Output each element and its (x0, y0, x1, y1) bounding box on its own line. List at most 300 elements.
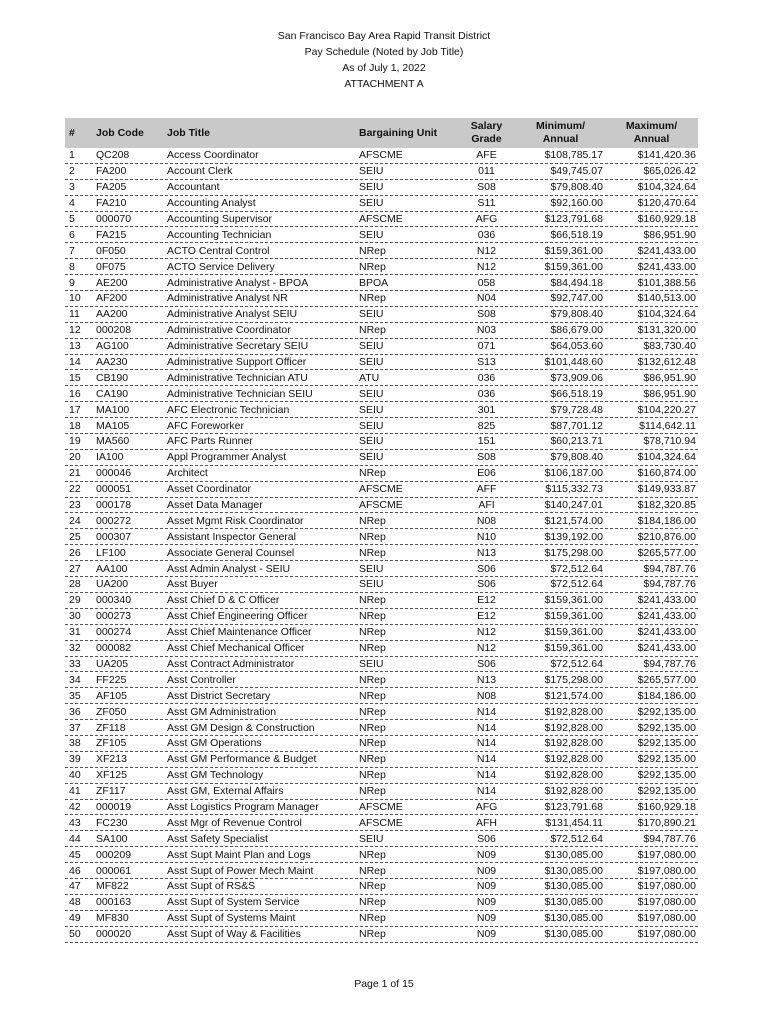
table-row (65, 259, 698, 275)
table-row (65, 784, 698, 800)
minimum-annual-cell: $192,828.00 (544, 737, 603, 750)
col-header-minimum-annual (516, 120, 605, 146)
row-number-cell: 50 (69, 928, 81, 941)
table-row (65, 148, 698, 164)
bargaining-unit-cell: SEIU (359, 181, 384, 194)
bargaining-unit-cell: SEIU (359, 228, 384, 241)
maximum-annual-cell: $184,186.00 (637, 689, 696, 702)
job-title-cell: AFC Electronic Technician (167, 403, 290, 416)
bargaining-unit-cell: ATU (359, 371, 380, 384)
salary-grade-cell: N12 (476, 642, 497, 655)
maximum-annual-cell: $241,433.00 (637, 594, 696, 607)
bargaining-unit-cell: SEIU (359, 356, 384, 369)
table-row (65, 895, 698, 911)
salary-grade-cell: 036 (477, 387, 496, 400)
row-number-cell: 16 (69, 387, 81, 400)
row-number-cell: 32 (69, 642, 81, 655)
col-header-job-code: Job Code (96, 127, 144, 139)
salary-grade-cell: S08 (477, 451, 496, 464)
bargaining-unit-cell: AFSCME (359, 213, 403, 225)
row-number-cell: 25 (69, 530, 81, 543)
minimum-annual-cell: $192,828.00 (544, 785, 603, 798)
maximum-annual-cell: $170,890.21 (637, 816, 696, 829)
minimum-annual-cell: $140,247.01 (544, 499, 603, 512)
bargaining-unit-cell: SEIU (359, 419, 384, 432)
row-number-cell: 4 (69, 197, 75, 210)
document-header (0, 28, 768, 92)
maximum-annual-cell: $149,933.87 (637, 483, 696, 496)
job-code-cell: LF100 (96, 546, 126, 559)
job-title-cell: Asst GM Operations (167, 737, 262, 750)
job-title-cell: Asst Chief Engineering Officer (167, 610, 308, 623)
minimum-annual-cell: $159,361.00 (544, 594, 603, 607)
table-row (65, 625, 698, 641)
bargaining-unit-cell: NRep (359, 260, 386, 273)
job-title-cell: Accountant (167, 181, 220, 194)
maximum-annual-cell: $160,874.00 (637, 467, 696, 480)
job-code-cell: 000208 (96, 324, 132, 337)
page-number: Page 1 of 15 (354, 978, 414, 990)
maximum-annual-cell: $241,433.00 (637, 610, 696, 623)
minimum-annual-cell: $130,085.00 (544, 848, 603, 861)
bargaining-unit-cell: NRep (359, 689, 386, 702)
row-number-cell: 39 (69, 753, 81, 766)
minimum-annual-cell: $108,785.17 (544, 149, 603, 162)
table-row (65, 704, 698, 720)
maximum-annual-cell: $120,470.64 (637, 197, 696, 210)
minimum-annual-cell: $87,701.12 (550, 419, 603, 432)
col-header-maximum-line2: Annual (633, 133, 670, 145)
row-number-cell: 49 (69, 912, 81, 925)
maximum-annual-cell: $132,612.48 (637, 356, 696, 369)
maximum-annual-cell: $141,420.36 (637, 149, 696, 162)
minimum-annual-cell: $66,518.19 (550, 228, 603, 241)
minimum-annual-cell: $72,512.64 (550, 562, 603, 575)
salary-grade-cell: 036 (477, 371, 496, 384)
org-name: San Francisco Bay Area Rapid Transit District (277, 30, 491, 42)
job-code-cell: CB190 (96, 371, 129, 384)
job-code-cell: AA230 (96, 356, 128, 369)
row-number-cell: 1 (69, 149, 75, 162)
job-code-cell: AA200 (96, 308, 128, 321)
maximum-annual-cell: $86,951.90 (643, 387, 696, 400)
col-header-salary-grade-line2: Grade (471, 133, 502, 145)
job-title-cell: Asst Chief D & C Officer (167, 594, 280, 607)
row-number-cell: 15 (69, 371, 81, 384)
salary-grade-cell: 151 (477, 435, 496, 448)
job-code-cell: AE200 (96, 276, 128, 289)
salary-grade-cell: S06 (477, 657, 496, 670)
table-row (65, 529, 698, 545)
minimum-annual-cell: $92,747.00 (550, 292, 603, 305)
salary-grade-cell: N12 (476, 626, 497, 639)
job-title-cell: Asst Chief Mechanical Officer (167, 642, 305, 655)
schedule-title: Pay Schedule (Noted by Job Title) (304, 46, 464, 58)
maximum-annual-cell: $114,642.11 (639, 419, 696, 432)
job-title-cell: Asst Supt of Way & Facilities (167, 928, 301, 941)
maximum-annual-cell: $241,433.00 (637, 642, 696, 655)
bargaining-unit-cell: NRep (359, 896, 386, 909)
effective-date: As of July 1, 2022 (342, 62, 426, 74)
bargaining-unit-cell: BPOA (359, 276, 389, 289)
job-code-cell: 0F075 (96, 260, 126, 273)
minimum-annual-cell: $121,574.00 (544, 689, 603, 702)
job-title-cell: Asst Controller (167, 673, 236, 686)
col-header-salary-grade (457, 120, 516, 146)
minimum-annual-cell: $72,512.64 (550, 832, 603, 845)
bargaining-unit-cell: AFSCME (359, 483, 403, 496)
job-title-cell: Asset Coordinator (167, 483, 252, 496)
bargaining-unit-cell: SEIU (359, 403, 384, 416)
minimum-annual-cell: $175,298.00 (544, 673, 603, 686)
minimum-annual-cell: $175,298.00 (544, 546, 603, 559)
job-code-cell: FA200 (96, 165, 127, 178)
job-title-cell: Administrative Technician SEIU (167, 387, 313, 400)
bargaining-unit-cell: AFSCME (359, 816, 403, 829)
bargaining-unit-cell: SEIU (359, 340, 384, 353)
job-code-cell: AA100 (96, 562, 128, 575)
table-row (65, 434, 698, 450)
table-row (65, 418, 698, 434)
row-number-cell: 31 (69, 626, 81, 639)
row-number-cell: 19 (69, 435, 81, 448)
row-number-cell: 14 (69, 356, 81, 369)
salary-grade-cell: S06 (477, 562, 496, 575)
table-row (65, 927, 698, 943)
job-title-cell: Asst GM Performance & Budget (167, 753, 317, 766)
job-code-cell: FA205 (96, 181, 127, 194)
minimum-annual-cell: $131,454.11 (545, 816, 603, 829)
bargaining-unit-cell: NRep (359, 912, 386, 925)
salary-grade-cell: N08 (476, 514, 497, 527)
row-number-cell: 8 (69, 260, 75, 273)
bargaining-unit-cell: NRep (359, 705, 386, 718)
job-title-cell: Asst Supt of System Service (167, 896, 300, 909)
bargaining-unit-cell: NRep (359, 244, 386, 257)
row-number-cell: 42 (69, 800, 81, 813)
bargaining-unit-cell: NRep (359, 880, 386, 893)
job-code-cell: 000273 (96, 610, 132, 623)
minimum-annual-cell: $123,791.68 (544, 213, 603, 225)
minimum-annual-cell: $49,745.07 (550, 165, 603, 178)
table-row (65, 863, 698, 879)
salary-grade-cell: N09 (476, 880, 497, 893)
table-row (65, 227, 698, 243)
bargaining-unit-cell: NRep (359, 530, 386, 543)
job-title-cell: Access Coordinator (167, 149, 259, 162)
bargaining-unit-cell: NRep (359, 546, 386, 559)
salary-grade-cell: 058 (477, 276, 496, 289)
job-title-cell: Administrative Analyst - BPOA (167, 276, 309, 289)
job-code-cell: MA560 (96, 435, 130, 448)
salary-grade-cell: E12 (477, 594, 496, 607)
maximum-annual-cell: $184,186.00 (637, 514, 696, 527)
bargaining-unit-cell: NRep (359, 626, 386, 639)
row-number-cell: 44 (69, 832, 81, 845)
minimum-annual-cell: $130,085.00 (544, 912, 603, 925)
table-row (65, 641, 698, 657)
bargaining-unit-cell: AFSCME (359, 149, 403, 162)
salary-grade-cell: AFG (475, 213, 498, 225)
salary-grade-cell: 301 (477, 403, 496, 416)
maximum-annual-cell: $140,513.00 (637, 292, 696, 305)
maximum-annual-cell: $94,787.76 (643, 832, 696, 845)
job-code-cell: XF213 (96, 753, 127, 766)
job-title-cell: Asst District Secretary (167, 689, 271, 702)
job-code-cell: AF200 (96, 292, 127, 305)
maximum-annual-cell: $292,135.00 (637, 737, 696, 750)
job-title-cell: Asst Supt of Power Mech Maint (167, 864, 314, 877)
row-number-cell: 9 (69, 276, 75, 289)
maximum-annual-cell: $292,135.00 (637, 753, 696, 766)
maximum-annual-cell: $292,135.00 (637, 785, 696, 798)
salary-grade-cell: N14 (476, 705, 497, 718)
salary-grade-cell: N03 (476, 324, 497, 337)
minimum-annual-cell: $192,828.00 (544, 705, 603, 718)
table-row (65, 847, 698, 863)
maximum-annual-cell: $197,080.00 (637, 896, 696, 909)
job-code-cell: ZF117 (96, 785, 126, 798)
row-number-cell: 48 (69, 896, 81, 909)
row-number-cell: 26 (69, 546, 81, 559)
minimum-annual-cell: $86,679.00 (550, 324, 603, 337)
table-row (65, 688, 698, 704)
job-title-cell: Asset Data Manager (167, 499, 263, 512)
job-title-cell: Associate General Counsel (167, 546, 295, 559)
table-row (65, 657, 698, 673)
salary-grade-cell: S06 (477, 832, 496, 845)
maximum-annual-cell: $86,951.90 (643, 371, 696, 384)
maximum-annual-cell: $94,787.76 (643, 657, 696, 670)
salary-grade-cell: N12 (476, 244, 497, 257)
salary-grade-cell: N09 (476, 896, 497, 909)
table-row (65, 720, 698, 736)
bargaining-unit-cell: SEIU (359, 657, 384, 670)
job-code-cell: 000061 (96, 864, 132, 877)
job-code-cell: FF225 (96, 673, 127, 686)
bargaining-unit-cell: NRep (359, 610, 386, 623)
maximum-annual-cell: $104,324.64 (637, 308, 696, 321)
row-number-cell: 35 (69, 689, 81, 702)
maximum-annual-cell: $241,433.00 (637, 244, 696, 257)
job-code-cell: UA205 (96, 657, 129, 670)
maximum-annual-cell: $94,787.76 (643, 562, 696, 575)
bargaining-unit-cell: NRep (359, 467, 386, 480)
job-code-cell: QC208 (96, 149, 130, 162)
col-header-job-title: Job Title (167, 127, 210, 139)
salary-grade-cell: 071 (477, 340, 496, 353)
bargaining-unit-cell: SEIU (359, 832, 384, 845)
table-row (65, 768, 698, 784)
row-number-cell: 37 (69, 721, 81, 734)
job-title-cell: Asst Mgr of Revenue Control (167, 816, 302, 829)
job-code-cell: XF125 (96, 769, 127, 782)
job-title-cell: Accounting Technician (167, 228, 272, 241)
salary-grade-cell: 036 (477, 228, 496, 241)
table-header-row (65, 118, 698, 148)
row-number-cell: 17 (69, 403, 81, 416)
job-title-cell: Administrative Secretary SEIU (167, 340, 309, 353)
job-title-cell: Asst Admin Analyst - SEIU (167, 562, 291, 575)
job-title-cell: Appl Programmer Analyst (167, 451, 287, 464)
job-title-cell: Asst GM Administration (167, 705, 277, 718)
bargaining-unit-cell: NRep (359, 864, 386, 877)
job-title-cell: Asst GM Design & Construction (167, 721, 315, 734)
job-title-cell: Asst Buyer (167, 578, 218, 591)
job-code-cell: 000051 (96, 483, 132, 496)
minimum-annual-cell: $72,512.64 (550, 657, 603, 670)
job-code-cell: 000163 (96, 896, 132, 909)
salary-grade-cell: N14 (476, 721, 497, 734)
job-title-cell: Asst GM Technology (167, 769, 264, 782)
job-code-cell: 000082 (96, 642, 132, 655)
maximum-annual-cell: $241,433.00 (637, 260, 696, 273)
job-code-cell: FA215 (96, 228, 127, 241)
table-row (65, 196, 698, 212)
job-title-cell: Account Clerk (167, 165, 233, 178)
job-title-cell: Accounting Analyst (167, 197, 256, 210)
table-row (65, 815, 698, 831)
table-row (65, 672, 698, 688)
bargaining-unit-cell: NRep (359, 673, 386, 686)
salary-grade-cell: N14 (476, 785, 497, 798)
row-number-cell: 21 (69, 467, 81, 480)
bargaining-unit-cell: NRep (359, 514, 386, 527)
row-number-cell: 34 (69, 673, 81, 686)
job-code-cell: ZF105 (96, 737, 127, 750)
job-code-cell: MF830 (96, 912, 129, 925)
col-header-maximum-line1: Maximum/ (625, 120, 678, 132)
maximum-annual-cell: $197,080.00 (637, 912, 696, 925)
bargaining-unit-cell: NRep (359, 785, 386, 798)
salary-grade-cell: E06 (477, 467, 496, 480)
pay-schedule-table (65, 118, 698, 943)
col-header-salary-grade-line1: Salary (470, 120, 503, 132)
table-row (65, 402, 698, 418)
job-code-cell: 000209 (96, 848, 132, 861)
maximum-annual-cell: $104,220.27 (637, 403, 696, 416)
salary-grade-cell: AFG (475, 800, 498, 813)
bargaining-unit-cell: NRep (359, 848, 386, 861)
col-header-num: # (69, 127, 75, 139)
job-code-cell: ZF118 (96, 721, 126, 734)
row-number-cell: 38 (69, 737, 81, 750)
minimum-annual-cell: $159,361.00 (544, 610, 603, 623)
row-number-cell: 3 (69, 181, 75, 194)
maximum-annual-cell: $65,026.42 (643, 165, 696, 178)
row-number-cell: 23 (69, 499, 81, 512)
bargaining-unit-cell: SEIU (359, 578, 384, 591)
job-title-cell: Architect (167, 467, 208, 480)
maximum-annual-cell: $197,080.00 (637, 848, 696, 861)
job-code-cell: FC230 (96, 816, 128, 829)
row-number-cell: 2 (69, 165, 75, 178)
salary-grade-cell: S08 (477, 308, 496, 321)
minimum-annual-cell: $64,053.60 (550, 340, 603, 353)
minimum-annual-cell: $73,909.06 (550, 371, 603, 384)
salary-grade-cell: N14 (476, 769, 497, 782)
job-code-cell: MA105 (96, 419, 130, 432)
job-title-cell: Asst Supt Maint Plan and Logs (167, 848, 311, 861)
minimum-annual-cell: $130,085.00 (544, 896, 603, 909)
job-title-cell: AFC Foreworker (167, 419, 245, 432)
table-row (65, 513, 698, 529)
bargaining-unit-cell: SEIU (359, 165, 384, 178)
row-number-cell: 24 (69, 514, 81, 527)
bargaining-unit-cell: AFSCME (359, 499, 403, 512)
table-row (65, 180, 698, 196)
job-code-cell: MF822 (96, 880, 129, 893)
salary-grade-cell: N04 (476, 292, 497, 305)
table-row (65, 339, 698, 355)
maximum-annual-cell: $265,577.00 (637, 673, 696, 686)
salary-grade-cell: E12 (477, 610, 496, 623)
bargaining-unit-cell: NRep (359, 721, 386, 734)
maximum-annual-cell: $241,433.00 (637, 626, 696, 639)
job-code-cell: CA190 (96, 387, 129, 400)
maximum-annual-cell: $182,320.85 (637, 499, 696, 512)
maximum-annual-cell: $101,388.56 (637, 276, 696, 289)
job-code-cell: 000307 (96, 530, 132, 543)
maximum-annual-cell: $292,135.00 (637, 769, 696, 782)
row-number-cell: 18 (69, 419, 81, 432)
bargaining-unit-cell: NRep (359, 769, 386, 782)
salary-grade-cell: N14 (476, 737, 497, 750)
row-number-cell: 45 (69, 848, 81, 861)
bargaining-unit-cell: SEIU (359, 562, 384, 575)
bargaining-unit-cell: SEIU (359, 387, 384, 400)
maximum-annual-cell: $292,135.00 (637, 705, 696, 718)
salary-grade-cell: N10 (476, 530, 497, 543)
row-number-cell: 29 (69, 594, 81, 607)
table-body (65, 148, 698, 943)
job-title-cell: Asst Safety Specialist (167, 832, 268, 845)
job-title-cell: Accounting Supervisor (167, 213, 273, 225)
table-row (65, 831, 698, 847)
table-row (65, 545, 698, 561)
job-title-cell: Asst Contract Administrator (167, 657, 295, 670)
table-row (65, 291, 698, 307)
job-code-cell: AF105 (96, 689, 127, 702)
table-row (65, 212, 698, 228)
job-code-cell: 0F050 (96, 244, 126, 257)
salary-grade-cell: 011 (478, 165, 495, 178)
maximum-annual-cell: $197,080.00 (637, 880, 696, 893)
job-title-cell: Administrative Technician ATU (167, 371, 308, 384)
minimum-annual-cell: $92,160.00 (550, 197, 603, 210)
salary-grade-cell: S06 (477, 578, 496, 591)
minimum-annual-cell: $123,791.68 (544, 800, 603, 813)
job-code-cell: 000019 (96, 800, 132, 813)
job-title-cell: ACTO Central Control (167, 244, 270, 257)
minimum-annual-cell: $101,448.60 (544, 356, 603, 369)
table-row (65, 450, 698, 466)
row-number-cell: 33 (69, 657, 81, 670)
maximum-annual-cell: $104,324.64 (637, 451, 696, 464)
row-number-cell: 10 (69, 292, 81, 305)
minimum-annual-cell: $79,808.40 (550, 451, 603, 464)
minimum-annual-cell: $130,085.00 (544, 880, 603, 893)
job-title-cell: ACTO Service Delivery (167, 260, 275, 273)
table-row (65, 386, 698, 402)
table-row (65, 275, 698, 291)
minimum-annual-cell: $121,574.00 (544, 514, 603, 527)
salary-grade-cell: N08 (476, 689, 497, 702)
row-number-cell: 40 (69, 769, 81, 782)
col-header-minimum-line1: Minimum/ (536, 120, 585, 132)
row-number-cell: 5 (69, 213, 75, 225)
bargaining-unit-cell: SEIU (359, 197, 384, 210)
